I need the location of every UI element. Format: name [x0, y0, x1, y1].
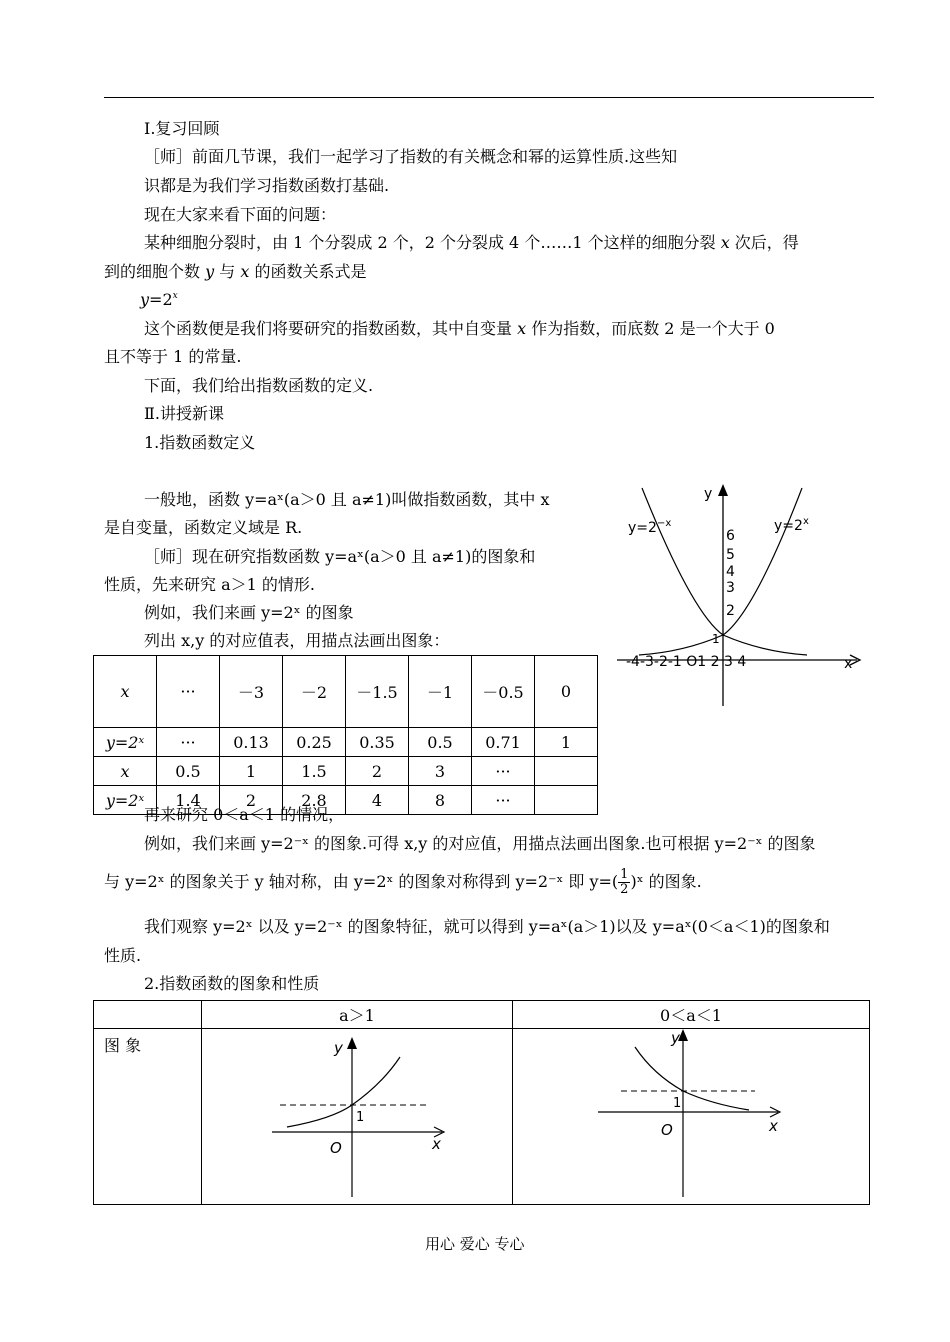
ytick-3: 3 [726, 580, 735, 596]
paragraph-cell-2: 到的细胞个数 y 与 x 的函数关系式是 [104, 262, 367, 281]
paragraph-next: 下面，我们给出指数函数的定义. [144, 376, 374, 395]
column-a-less-1: 0＜a＜1 [513, 1001, 870, 1029]
paragraph-example-2-line-2: 与 y=2ˣ 的图象关于 y 轴对称，由 y=2ˣ 的图象对称得到 y=2⁻ˣ 即 y=( $\frac{1}{2}$ )ˣ 的图象. [104, 867, 702, 897]
paragraph-this-2: 且不等于 1 的常量. [104, 347, 242, 366]
header-rule [104, 97, 874, 98]
origin-label: O [330, 1139, 342, 1157]
column-a-greater-1: a＞1 [202, 1001, 513, 1029]
curve-increasing [287, 1057, 400, 1127]
axis-label-x: x [844, 656, 853, 672]
table-row: x ··· －3 －2 －1.5 －1 －0.5 0 [94, 656, 598, 728]
paragraph-then: 再来研究 0＜a＜1 的情况， [144, 805, 345, 824]
label-one: 1 [673, 1096, 682, 1111]
axis-label-y: y [704, 486, 713, 502]
ytick-1: 1 [712, 632, 720, 646]
axis-label-x: x [769, 1117, 778, 1135]
axis-label-y: y [671, 1029, 680, 1047]
properties-table [93, 1000, 870, 1205]
axis-label-y: y [334, 1039, 343, 1057]
definition-heading: 1.指数函数定义 [144, 433, 256, 452]
teacher-2-line-1: ［师］现在研究指数函数 y=aˣ(a＞0 且 a≠1)的图象和 [144, 547, 536, 566]
list-line: 列出 x,y 的对应值表，用描点法画出图象： [144, 631, 450, 650]
definition-line-2: 是自变量，函数定义域是 R. [104, 518, 303, 537]
curve-decreasing [635, 1047, 749, 1110]
xtick-labels: -4-3-2-1 O1 2 3 4 [626, 654, 747, 670]
paragraph-this-1: 这个函数便是我们将要研究的指数函数，其中自变量 x 作为指数，而底数 2 是一个大于 0 [144, 319, 775, 338]
paragraph-problem: 现在大家来看下面的问题： [144, 205, 337, 224]
curve-2-neg-x [642, 488, 807, 655]
paragraph-example-2-line-1: 例如，我们来画 y=2⁻ˣ 的图象.可得 x,y 的对应值，用描点法画出图象.也可根据 y=2⁻ˣ 的图象 [144, 834, 816, 853]
paragraph-cell-1: 某种细胞分裂时，由 1 个分裂成 2 个，2 个分裂成 4 个……1 个这样的细胞分裂 x 次后，得 [144, 233, 799, 252]
graph-a-greater-1 [202, 1029, 512, 1200]
table-row: y=2ˣ ··· 0.13 0.25 0.35 0.5 0.71 1 [94, 728, 598, 757]
label-one: 1 [356, 1110, 365, 1125]
review-heading: Ⅰ.复习回顾 [144, 119, 220, 138]
table-row [94, 1029, 870, 1205]
section-2-heading: 2.指数函数的图象和性质 [144, 974, 320, 993]
paragraph-observe-1: 我们观察 y=2ˣ 以及 y=2⁻ˣ 的图象特征，就可以得到 y=aˣ(a＞1)以及 y=aˣ(0＜a＜1)的图象和 [144, 917, 830, 936]
fraction-one-half: $\frac{1}{2}$ [620, 867, 629, 897]
page-footer: 用心 爱心 专心 [425, 1235, 525, 1253]
value-table [93, 655, 598, 815]
label-y-2-neg-x: $y=2^{-x}$ [628, 518, 672, 536]
graph-a-less-1 [513, 1029, 869, 1200]
ytick-5: 5 [726, 547, 735, 563]
ytick-4: 4 [726, 564, 735, 580]
definition-line-1: 一般地，函数 y=aˣ(a＞0 且 a≠1)叫做指数函数，其中 x [144, 490, 550, 509]
table-row [94, 1001, 870, 1029]
formula-y-2x: $y=2^x$ [140, 290, 178, 309]
paragraph-observe-2: 性质. [104, 946, 142, 965]
paragraph-teacher-1a: ［师］前面几节课，我们一起学习了指数的有关概念和幂的运算性质.这些知 [144, 147, 678, 166]
ytick-6: 6 [726, 528, 735, 544]
y-axis-arrow [718, 484, 728, 496]
table-row: x 0.5 1 1.5 2 3 ··· [94, 757, 598, 786]
exponential-graph [612, 478, 872, 710]
table-row: y=2ˣ 1.4 2 2.8 4 8 ··· [94, 786, 598, 815]
row-label-graph: 图 象 [94, 1029, 202, 1205]
lecture-heading: Ⅱ.讲授新课 [144, 404, 224, 423]
paragraph-teacher-1b: 识都是为我们学习指数函数打基础. [144, 176, 390, 195]
origin-label: O [661, 1121, 673, 1139]
example-line: 例如，我们来画 y=2ˣ 的图象 [144, 603, 354, 622]
label-y-2-x: $y=2^x$ [774, 516, 809, 534]
y-axis-arrow [347, 1037, 357, 1049]
curve-2-x [639, 488, 802, 655]
teacher-2-line-2: 性质，先来研究 a＞1 的情形. [104, 575, 315, 594]
ytick-2: 2 [726, 603, 735, 619]
axis-label-x: x [432, 1135, 441, 1153]
